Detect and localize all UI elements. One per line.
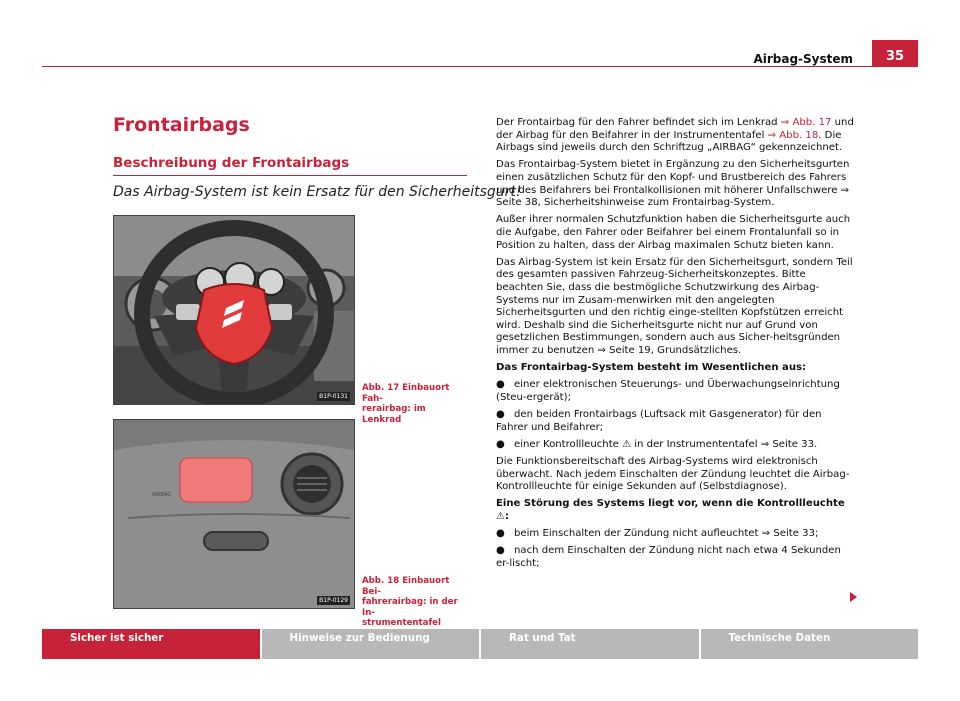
airbag-label: AIRBAG (152, 492, 172, 498)
list-item (496, 545, 856, 570)
continue-arrow-icon (850, 592, 857, 602)
paragraph: Das Airbag-System ist kein Ersatz für den Sicherheitsgurt, sondern Teil des gesamten passiven Fahrzeug-Sicherheitskonzeptes. Bitte beachten Sie, dass die bestmögliche Schutzwirkung des Airbag-Systems nur im Zusam-menwirken mit den angelegten Sicherheitsgurten und den richtig einge-stellten Kopfstützen erreicht wird. Deshalb sind die Sicherheitsgurte nicht nur auf Grund von gesetzlichen Bestimmungen, sondern auch aus Sicher-heitsgründen immer zu benutzen ⇒ Seite 19, Grundsätzliches. (496, 256, 853, 356)
bullet-icon: ● (496, 545, 505, 557)
tab-technische-daten[interactable]: Technische Daten (701, 629, 919, 659)
section-subtitle: Beschreibung der Frontairbags (113, 155, 350, 171)
caption-line: fahrerairbag: in der In- (362, 597, 458, 618)
tab-sicher-ist-sicher[interactable]: Sicher ist sicher (42, 629, 260, 659)
list-heading: Das Frontairbag-System besteht im Wesentlichen aus: (496, 362, 807, 374)
list-heading (496, 498, 856, 523)
figure-code: B1P-0131 (319, 393, 348, 400)
section-title: Airbag-System (753, 52, 853, 66)
paragraph: Die Funktionsbereitschaft des Airbag-Systems wird elektronisch überwacht. Nach jedem Einschalten der Zündung leuchtet die Airbag-Kontrollleuchte für einige Sekunden auf (Selbstdiagnose). (496, 456, 850, 493)
figure-passenger-airbag (113, 419, 355, 609)
paragraph: Das Frontairbag-System bietet in Ergänzung zu den Sicherheitsgurten einen zusätzlichen Schutz für den Kopf- und Brustbereich des Fahrers und des Beifahrers bei Frontalkollisionen mit höherer Unfallschwere ⇒ Seite 38, Sicherheitshinweise zum Frontairbag-System. (496, 159, 850, 209)
dashboard-illustration (114, 420, 354, 608)
list-item-text: einer Kontrollleuchte (514, 438, 623, 450)
list-item-text: beim Einschalten der Zündung nicht aufleuchtet ⇒ Seite 33; (514, 528, 819, 540)
tab-rat-und-tat[interactable]: Rat und Tat (481, 629, 699, 659)
text-run: und der Airbag für den Beifahrer in der Instrumententafel (496, 117, 854, 141)
figure-steering-wheel (113, 215, 355, 405)
bullet-icon: ● (496, 409, 505, 421)
airbag-warning-icon: ⚠ (496, 510, 505, 522)
list-item (496, 409, 856, 434)
header-rule (42, 66, 918, 67)
caption-line: strumententafel (362, 618, 441, 628)
text-run: Der Frontairbag für den Fahrer befindet sich im Lenkrad (496, 117, 781, 128)
subtitle-rule (113, 175, 467, 176)
bullet-icon: ● (496, 528, 505, 540)
list-item (496, 439, 856, 452)
list-item-text: nach dem Einschalten der Zündung nicht nach etwa 4 Sekunden er-lischt; (496, 545, 841, 569)
list-item-text: in der Instrumententafel ⇒ Seite 33. (631, 438, 818, 450)
figure-17-caption (362, 383, 462, 425)
text-run: : (504, 510, 510, 522)
text-run: Eine Störung des Systems liegt vor, wenn die Kontrollleuchte (496, 498, 845, 510)
lead-sentence: Das Airbag-System ist kein Ersatz für den Sicherheitsgurt! (113, 184, 522, 200)
body-text (496, 117, 856, 575)
list-item (496, 528, 856, 541)
list-item-text: einer elektronischen Steuerungs- und Überwachungseinrichtung (Steu-ergerät); (496, 379, 840, 403)
paragraph (496, 117, 856, 155)
figure-18-caption (362, 576, 462, 629)
text-run: . Die Airbags sind jeweils durch den Schriftzug „AIRBAG“ gekennzeichnet. (496, 129, 843, 154)
caption-line: rerairbag: im Lenkrad (362, 404, 426, 425)
bullet-icon: ● (496, 379, 505, 391)
airbag-warning-icon: ⚠ (622, 438, 632, 450)
paragraph: Außer ihrer normalen Schutzfunktion haben die Sicherheitsgurte auch die Aufgabe, den Fahrer oder Beifahrer bei einem Frontalunfall so in Position zu halten, dass der Airbag maximalen Schutz bieten kann. (496, 214, 851, 251)
page-number: 35 (872, 40, 918, 67)
list-item-text: den beiden Frontairbags (Luftsack mit Gasgenerator) für den Fahrer und Beifahrer; (496, 409, 822, 433)
page-title: Frontairbags (113, 114, 250, 136)
figure-18-reference[interactable]: ⇒ Abb. 18 (767, 129, 819, 141)
figure-17-reference[interactable]: ⇒ Abb. 17 (780, 117, 832, 128)
caption-line: Abb. 18 Einbauort Bei- (362, 576, 450, 597)
figure-code: B1P-0129 (319, 597, 348, 604)
list-item (496, 379, 856, 404)
tab-hinweise-zur-bedienung[interactable]: Hinweise zur Bedienung (262, 629, 480, 659)
steering-wheel-illustration (114, 216, 354, 404)
caption-line: Abb. 17 Einbauort Fah- (362, 383, 450, 404)
footer-nav (42, 629, 918, 659)
bullet-icon: ● (496, 438, 505, 450)
